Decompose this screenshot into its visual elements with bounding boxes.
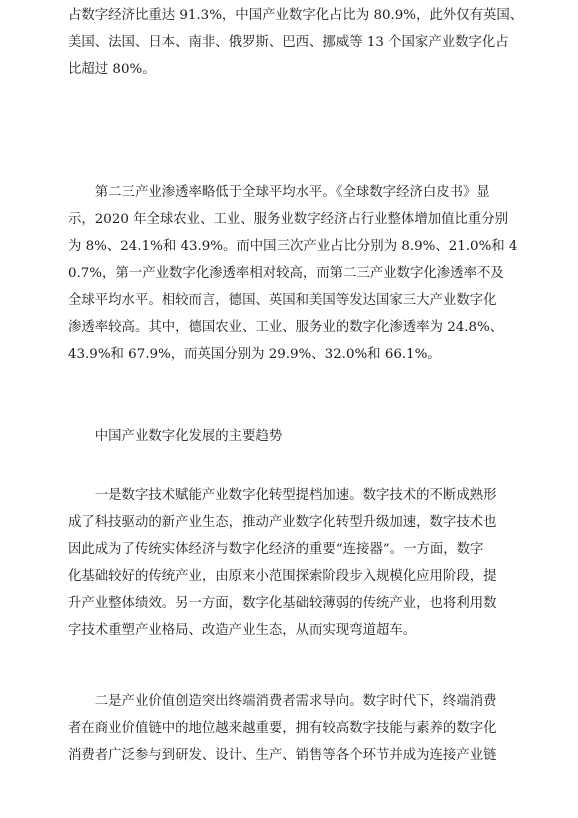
text-line: 者在商业价值链中的地位越来越重要，拥有较高数字技能与素养的数字化 — [68, 721, 497, 736]
text-line: 0.7%，第一产业数字化渗透率相对较高，而第二三产业数字化渗透率不及 — [68, 266, 504, 281]
text-line: 渗透率较高。其中，德国农业、工业、服务业的数字化渗透率为 24.8%、 — [68, 320, 504, 335]
paragraph-digital-economy-share — [68, 2, 524, 83]
text-line: 化基础较好的传统产业，由原来小范围探索阶段步入规模化应用阶段，提 — [68, 569, 497, 584]
section-heading-text: 中国产业数字化发展的主要趋势 — [68, 429, 283, 444]
paragraph-trend-one — [68, 482, 516, 644]
text-line: 第二三产业渗透率略低于全球平均水平。《全球数字经济白皮书》显 — [68, 185, 490, 200]
text-line: 全球平均水平。相较而言，德国、英国和美国等发达国家三大产业数字化 — [68, 293, 497, 308]
text-line: 美国、法国、日本、南非、俄罗斯、巴西、挪威等 13 个国家产业数字化占 — [68, 35, 509, 50]
paragraph-industry-penetration — [68, 179, 516, 368]
text-line: 43.9%和 67.9%，而英国分别为 29.9%、32.0%和 66.1%。 — [68, 347, 441, 362]
text-line: 一是数字技术赋能产业数字化转型提档加速。数字技术的不断成熟形 — [68, 488, 497, 503]
text-line: 成了科技驱动的新产业生态，推动产业数字化转型升级加速，数字技术也 — [68, 515, 497, 530]
text-line: 二是产业价值创造突出终端消费者需求导向。数字时代下，终端消费 — [68, 694, 497, 709]
text-line: 比超过 80%。 — [68, 62, 156, 77]
text-line: 字技术重塑产业格局、改造产业生态，从而实现弯道超车。 — [68, 623, 417, 638]
text-line: 为 8%、24.1%和 43.9%。而中国三次产业占比分别为 8.9%、21.0%和 4 — [68, 239, 518, 254]
text-line: 升产业整体绩效。另一方面，数字化基础较薄弱的传统产业，也将利用数 — [68, 596, 497, 611]
paragraph-trend-two — [68, 688, 516, 769]
text-line: 因此成为了传统实体经济与数字化经济的重要“连接器”。一方面，数字 — [68, 542, 484, 557]
text-line: 占数字经济比重达 91.3%，中国产业数字化占比为 80.9%，此外仅有英国、 — [68, 8, 524, 23]
text-line: 消费者广泛参与到研发、设计、生产、销售等各个环节并成为连接产业链 — [68, 748, 497, 763]
text-line: 示，2020 年全球农业、工业、服务业数字经济占行业整体增加值比重分别 — [68, 212, 509, 227]
section-heading — [68, 423, 516, 450]
